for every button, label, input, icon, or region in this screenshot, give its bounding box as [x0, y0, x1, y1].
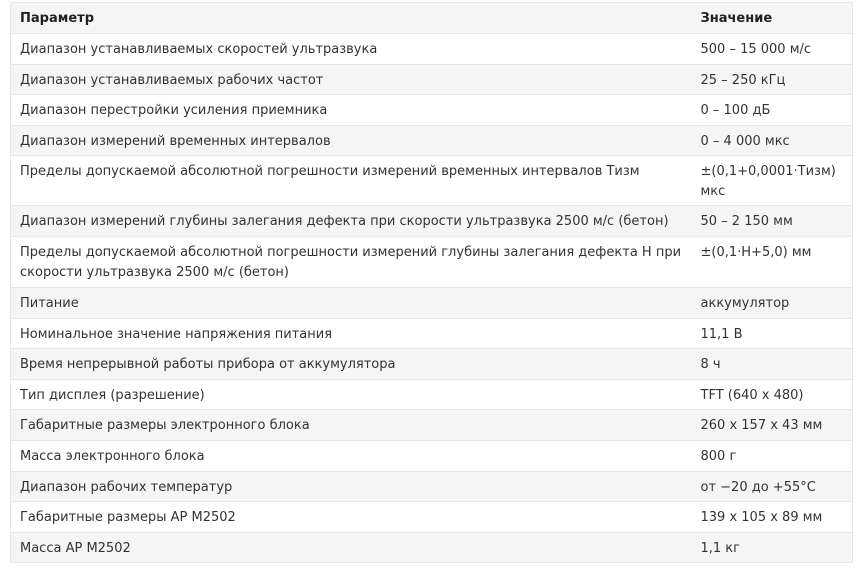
- specs-table: [10, 2, 853, 563]
- parameter-cell: Пределы допускаемой абсолютной погрешности измерений глубины залегания дефекта Н при скорости ультразвука 2500 м/с (бетон): [11, 236, 692, 287]
- table-row: [11, 349, 853, 380]
- value-cell: 260 x 157 x 43 мм: [692, 410, 853, 441]
- value-cell: 139 x 105 x 89 мм: [692, 502, 853, 533]
- table-row: [11, 318, 853, 349]
- parameter-cell: Пределы допускаемой абсолютной погрешности измерений временных интервалов Тизм: [11, 156, 692, 206]
- table-row: [11, 206, 853, 237]
- parameter-cell: Время непрерывной работы прибора от аккумулятора: [11, 349, 692, 380]
- parameter-cell: Диапазон устанавливаемых рабочих частот: [11, 64, 692, 95]
- value-cell: 800 г: [692, 440, 853, 471]
- table-row: [11, 236, 853, 287]
- table-row: [11, 532, 853, 563]
- parameter-cell: Диапазон перестройки усиления приемника: [11, 95, 692, 126]
- value-cell: ±(0,1·Н+5,0) мм: [692, 236, 853, 287]
- parameter-cell: Диапазон рабочих температур: [11, 471, 692, 502]
- value-cell: аккумулятор: [692, 287, 853, 318]
- value-cell: 25 – 250 кГц: [692, 64, 853, 95]
- value-cell: 1,1 кг: [692, 532, 853, 563]
- parameter-cell: Масса электронного блока: [11, 440, 692, 471]
- parameter-cell: Тип дисплея (разрешение): [11, 379, 692, 410]
- value-cell: ±(0,1+0,0001·Тизм) мкс: [692, 156, 853, 206]
- parameter-cell: Габаритные размеры электронного блока: [11, 410, 692, 441]
- table-row: [11, 34, 853, 65]
- table-row: [11, 410, 853, 441]
- table-row: [11, 471, 853, 502]
- parameter-cell: Масса АР М2502: [11, 532, 692, 563]
- table-row: [11, 379, 853, 410]
- value-cell: 11,1 В: [692, 318, 853, 349]
- parameter-cell: Диапазон измерений временных интервалов: [11, 125, 692, 156]
- column-header-parameter: Параметр: [11, 3, 692, 34]
- value-cell: 500 – 15 000 м/с: [692, 34, 853, 65]
- parameter-cell: Диапазон измерений глубины залегания дефекта при скорости ультразвука 2500 м/с (бетон): [11, 206, 692, 237]
- value-cell: 50 – 2 150 мм: [692, 206, 853, 237]
- table-row: [11, 502, 853, 533]
- value-cell: 0 – 100 дБ: [692, 95, 853, 126]
- parameter-cell: Питание: [11, 287, 692, 318]
- parameter-cell: Диапазон устанавливаемых скоростей ультразвука: [11, 34, 692, 65]
- value-cell: 0 – 4 000 мкс: [692, 125, 853, 156]
- value-cell: TFT (640 x 480): [692, 379, 853, 410]
- table-header-row: [11, 3, 853, 34]
- table-row: [11, 125, 853, 156]
- column-header-value: Значение: [692, 3, 853, 34]
- table-row: [11, 64, 853, 95]
- table-row: [11, 95, 853, 126]
- parameter-cell: Номинальное значение напряжения питания: [11, 318, 692, 349]
- table-row: [11, 156, 853, 206]
- table-row: [11, 440, 853, 471]
- table-row: [11, 287, 853, 318]
- parameter-cell: Габаритные размеры АР М2502: [11, 502, 692, 533]
- value-cell: 8 ч: [692, 349, 853, 380]
- value-cell: от −20 до +55°С: [692, 471, 853, 502]
